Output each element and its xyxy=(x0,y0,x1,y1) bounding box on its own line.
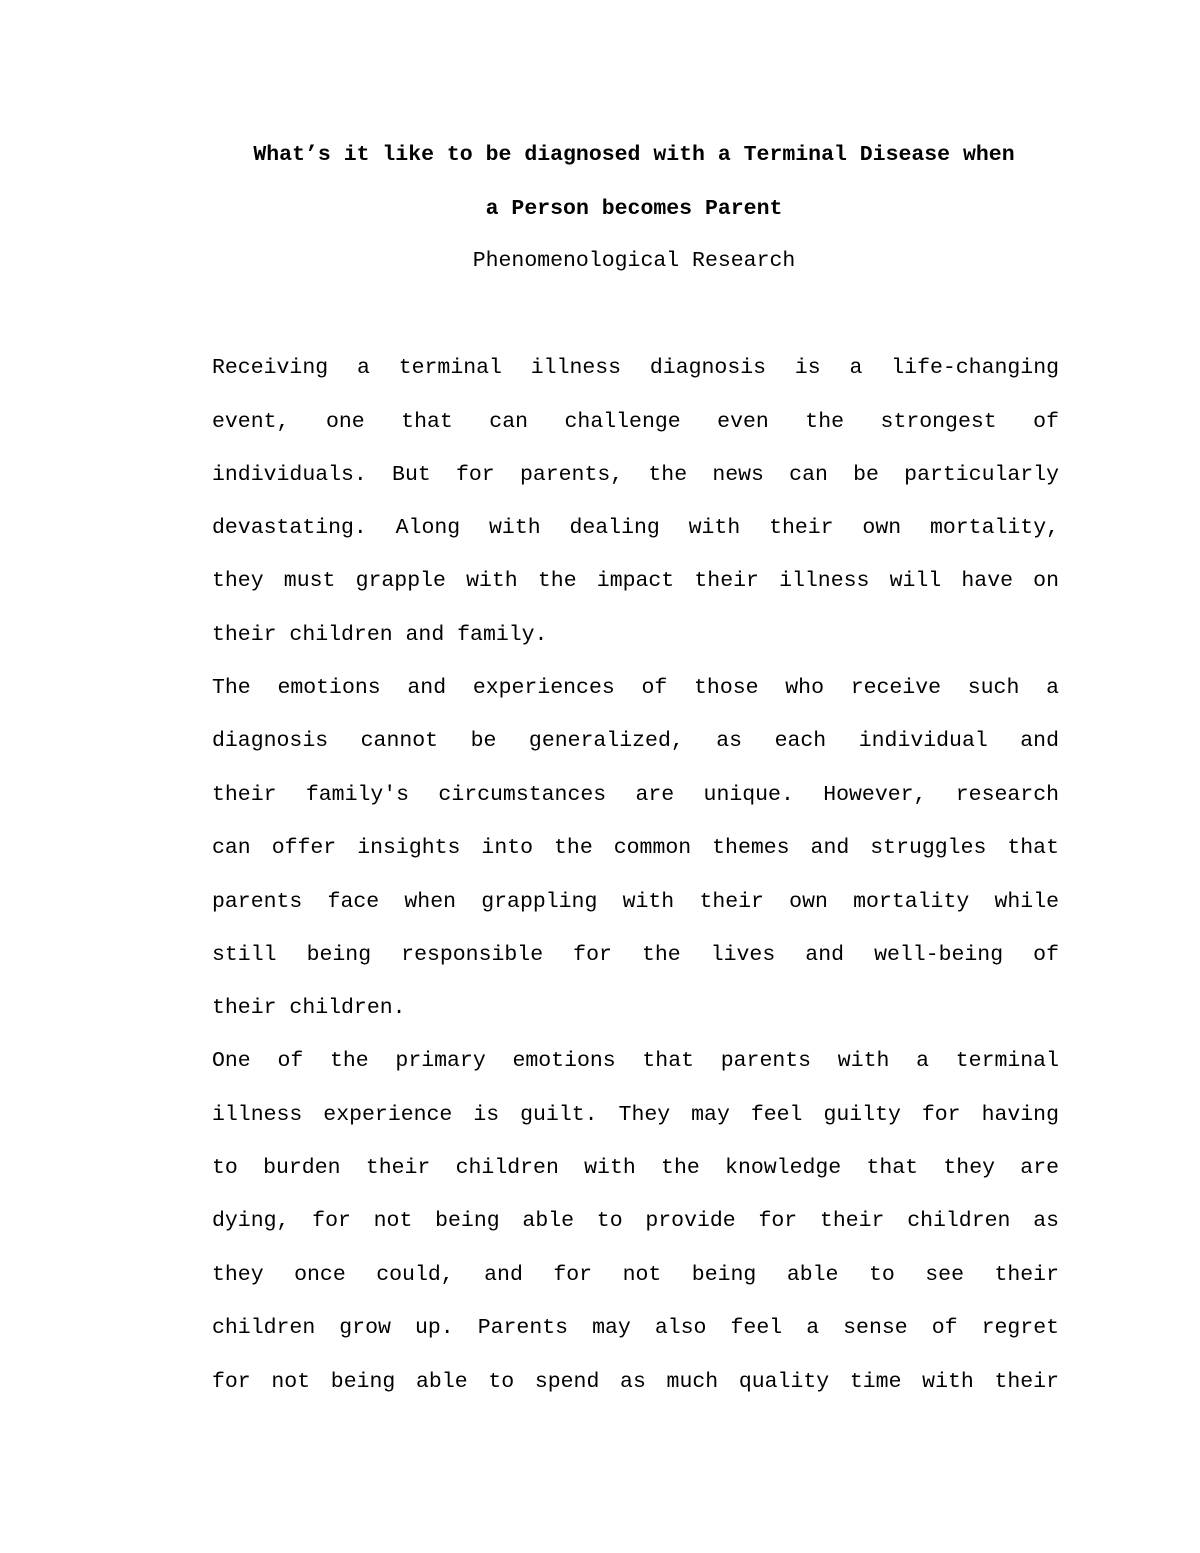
paragraph-3-line-5: they once could, and for not being able to see their xyxy=(212,1263,1059,1287)
document-title-line-2: a Person becomes Parent xyxy=(485,197,783,221)
paragraph-1-line-2: event, one that can challenge even the strongest of xyxy=(212,410,1059,434)
document-title-line-1: What’s it like to be diagnosed with a Terminal Disease when xyxy=(253,143,1015,167)
paragraph-1-line-6: their children and family. xyxy=(212,623,548,647)
paragraph-2-line-1: The emotions and experiences of those who receive such a xyxy=(212,676,1059,700)
paragraph-3-line-2: illness experience is guilt. They may feel guilty for having xyxy=(212,1103,1059,1127)
paragraph-2-line-2: diagnosis cannot be generalized, as each individual and xyxy=(212,729,1059,753)
paragraph-3-line-1: One of the primary emotions that parents with a terminal xyxy=(212,1049,1059,1073)
paragraph-2-line-5: parents face when grappling with their own mortality while xyxy=(212,890,1059,914)
paragraph-3-line-3: to burden their children with the knowledge that they are xyxy=(212,1156,1059,1180)
paragraph-2-line-4: can offer insights into the common themes and struggles that xyxy=(212,836,1059,860)
paragraph-1-line-3: individuals. But for parents, the news can be particularly xyxy=(212,463,1059,487)
paragraph-2-line-3: their family's circumstances are unique. However, research xyxy=(212,783,1059,807)
document-subtitle: Phenomenological Research xyxy=(472,249,796,273)
paragraph-3-line-7: for not being able to spend as much quality time with their xyxy=(212,1370,1059,1394)
paragraph-1-line-1: Receiving a terminal illness diagnosis is a life-changing xyxy=(212,356,1059,380)
paragraph-2-line-7: their children. xyxy=(212,996,406,1020)
paragraph-2-line-6: still being responsible for the lives and well-being of xyxy=(212,943,1059,967)
paragraph-1-line-4: devastating. Along with dealing with their own mortality, xyxy=(212,516,1059,540)
paragraph-3-line-4: dying, for not being able to provide for their children as xyxy=(212,1209,1059,1233)
paragraph-1-line-5: they must grapple with the impact their illness will have on xyxy=(212,569,1059,593)
paragraph-3-line-6: children grow up. Parents may also feel a sense of regret xyxy=(212,1316,1059,1340)
